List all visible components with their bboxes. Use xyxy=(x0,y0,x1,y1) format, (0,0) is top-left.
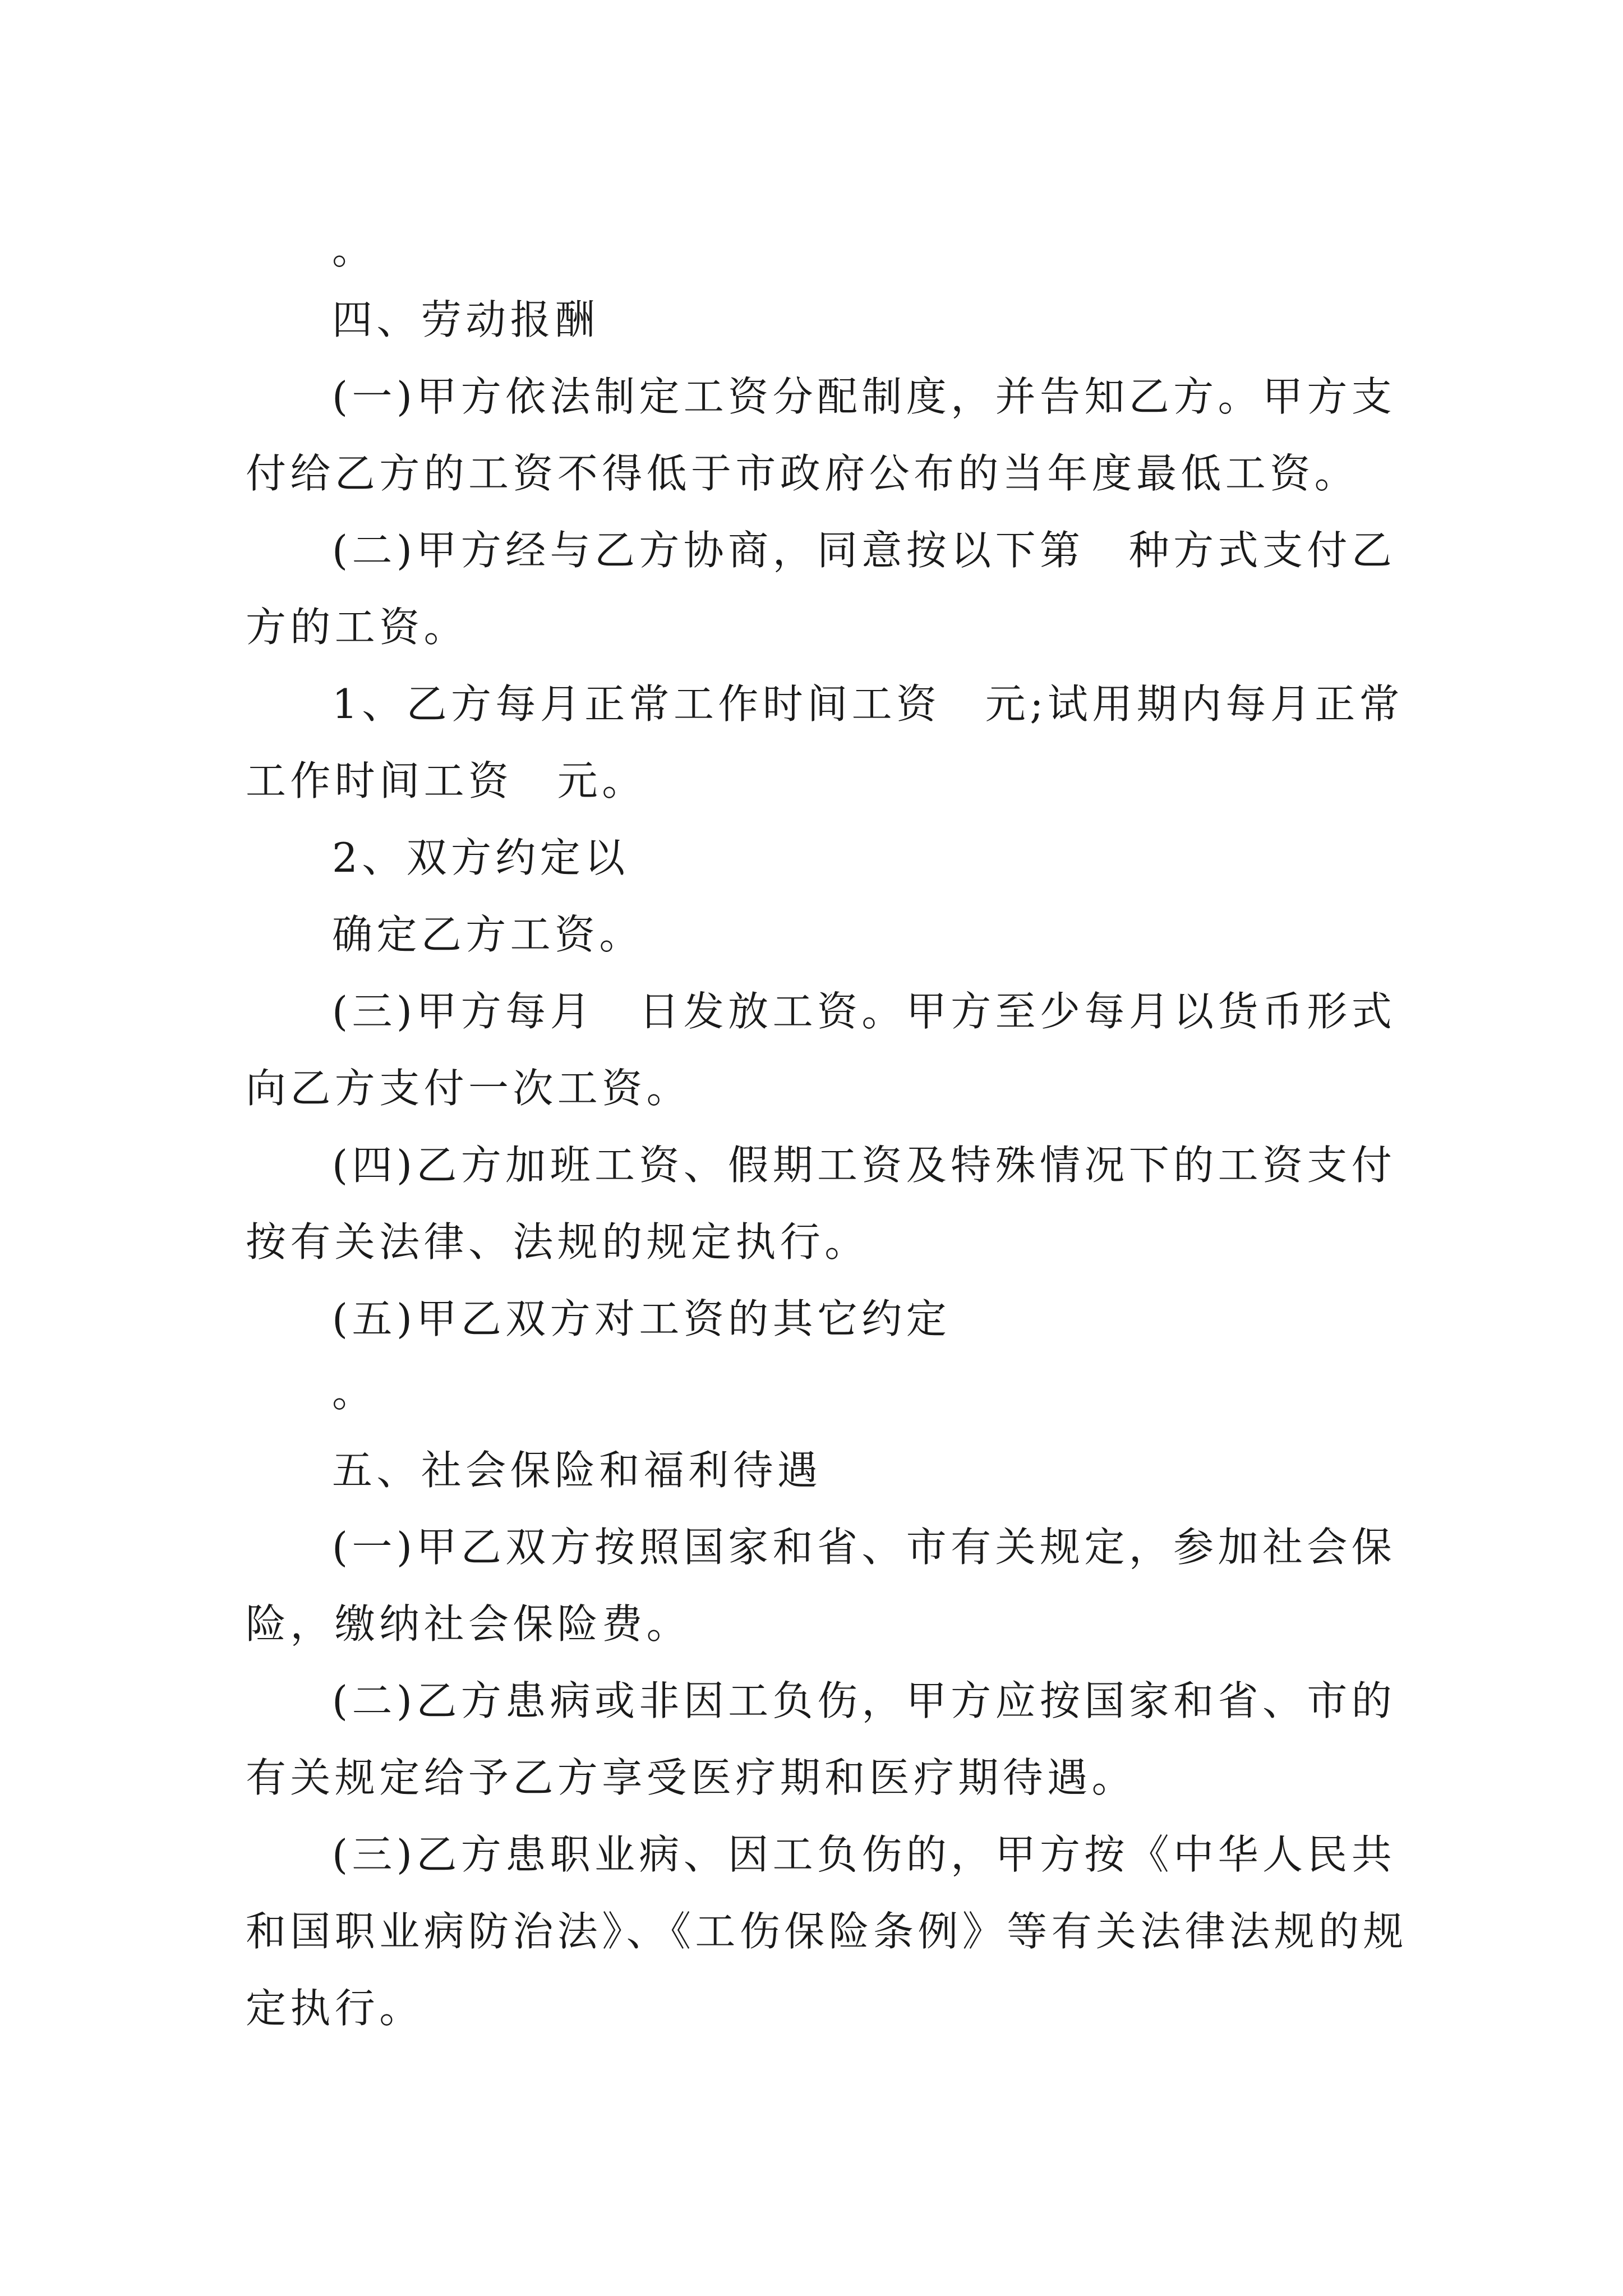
section-heading: 五、社会保险和福利待遇 xyxy=(332,1447,822,1494)
text-line: 工作时间工资 元。 xyxy=(246,757,647,804)
text-line: 有关规定给予乙方享受医疗期和医疗期待遇。 xyxy=(246,1754,1137,1801)
section-heading: 四、劳动报酬 xyxy=(332,296,600,343)
text-line: (一)甲乙双方按照国家和省、市有关规定，参加社会保 xyxy=(332,1524,1396,1571)
text-line: (三)甲方每月 日发放工资。甲方至少每月以货币形式 xyxy=(332,988,1396,1035)
text-line: 按有关法律、法规的规定执行。 xyxy=(246,1218,869,1266)
text-line: (四)乙方加班工资、假期工资及特殊情况下的工资支付 xyxy=(332,1142,1396,1189)
text-line: 和国职业病防治法》、《工伤保险条例》等有关法律法规的规 xyxy=(246,1908,1408,1955)
text-line: 1、乙方每月正常工作时间工资 元;试用期内每月正常 xyxy=(332,680,1404,728)
text-line: 方的工资。 xyxy=(246,604,469,651)
text-line: 向乙方支付一次工资。 xyxy=(246,1065,691,1112)
text-line: (五)甲乙双方对工资的其它约定 xyxy=(332,1295,951,1342)
text-line: 2、双方约定以 xyxy=(332,834,629,881)
text-line: 定执行。 xyxy=(246,1985,424,2032)
text-line: 确定乙方工资。 xyxy=(332,911,644,958)
text-line: (二)甲方经与乙方协商，同意按以下第 种方式支付乙 xyxy=(332,527,1396,574)
text-line: 。 xyxy=(332,226,377,273)
text-line: 。 xyxy=(332,1369,377,1416)
text-line: 险，缴纳社会保险费。 xyxy=(246,1600,691,1648)
text-line: (二)乙方患病或非因工负伤，甲方应按国家和省、市的 xyxy=(332,1677,1396,1724)
text-line: (一)甲方依法制定工资分配制度，并告知乙方。甲方支 xyxy=(332,373,1396,420)
text-line: (三)乙方患职业病、因工负伤的，甲方按《中华人民共 xyxy=(332,1831,1396,1878)
text-line: 付给乙方的工资不得低于市政府公布的当年度最低工资。 xyxy=(246,450,1359,497)
